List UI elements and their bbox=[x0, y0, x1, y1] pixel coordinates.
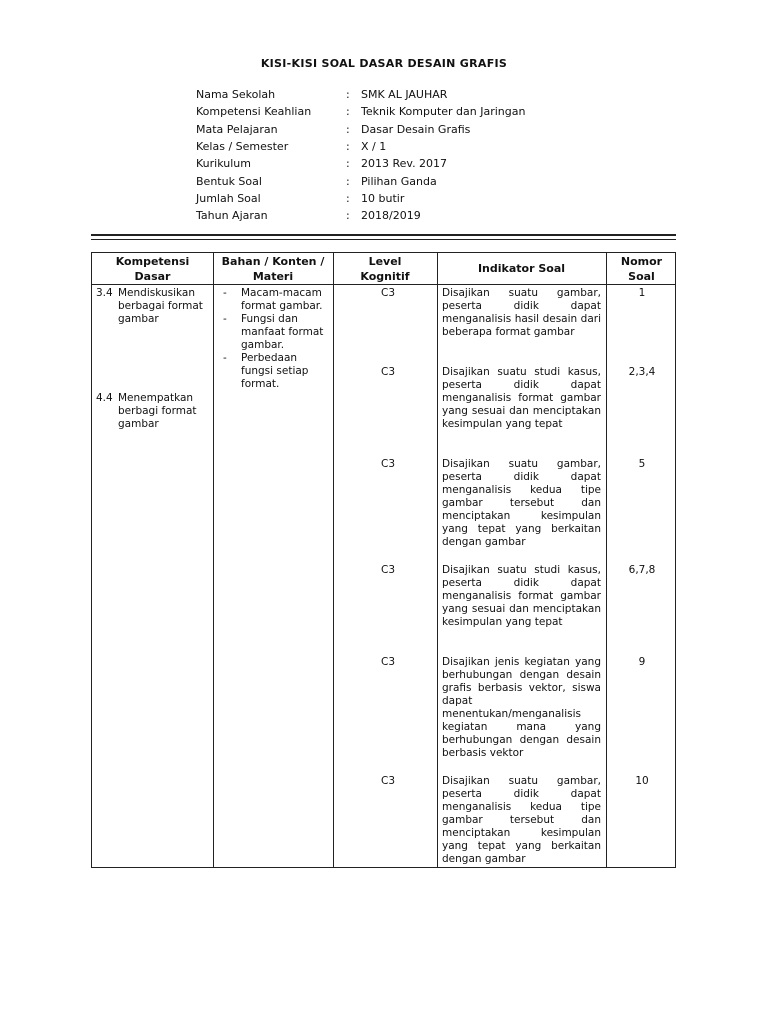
info-label: Bentuk Soal bbox=[196, 174, 262, 188]
header-kompetensi-dasar: Kompetensi Dasar bbox=[115, 254, 190, 283]
indikator-soal: Disajikan suatu studi kasus, peserta didik dapat menganalisis format gambar yang sesuai dan menciptakan kesimpulan yang tepat bbox=[442, 366, 601, 430]
bahan-item: - Perbedaan fungsi setiap format. bbox=[218, 352, 328, 391]
nomor-soal: 5 bbox=[638, 458, 646, 470]
kompetensi-item bbox=[96, 287, 214, 326]
bahan-list bbox=[218, 287, 328, 391]
nomor-soal: 9 bbox=[638, 656, 646, 668]
info-colon: : bbox=[346, 174, 350, 188]
level-kognitif: C3 bbox=[380, 366, 395, 378]
info-value: X / 1 bbox=[361, 140, 387, 154]
document-title: KISI-KISI SOAL DASAR DESAIN GRAFIS bbox=[260, 57, 508, 70]
info-block bbox=[196, 86, 525, 224]
info-label: Kompetensi Keahlian bbox=[196, 105, 312, 119]
info-row-kurikulum bbox=[196, 155, 525, 172]
info-value: SMK AL JAUHAR bbox=[361, 88, 448, 102]
level-kognitif: C3 bbox=[380, 458, 395, 470]
nomor-soal: 6,7,8 bbox=[628, 564, 656, 576]
info-value: 2013 Rev. 2017 bbox=[361, 157, 448, 171]
info-row-tahun bbox=[196, 207, 525, 224]
kompetensi-text: Menempatkan berbagi format gambar bbox=[118, 392, 197, 430]
info-row-bentuk bbox=[196, 172, 525, 189]
nomor-soal: 2,3,4 bbox=[628, 366, 656, 378]
level-kognitif: C3 bbox=[380, 775, 395, 787]
info-label: Jumlah Soal bbox=[196, 191, 261, 205]
nomor-soal: 1 bbox=[638, 287, 646, 299]
header-indikator-soal: Indikator Soal bbox=[477, 262, 566, 275]
kompetensi-text: Mendiskusikan berbagai format gambar bbox=[118, 287, 203, 325]
info-value: Pilihan Ganda bbox=[361, 174, 437, 188]
info-colon: : bbox=[346, 88, 350, 102]
info-label: Mata Pelajaran bbox=[196, 122, 278, 136]
header-level-kognitif: Level Kognitif bbox=[360, 254, 410, 283]
info-value: Dasar Desain Grafis bbox=[361, 122, 471, 136]
indikator-soal: Disajikan suatu studi kasus, peserta didik dapat menganalisis format gambar yang sesuai dan menciptakan kesimpulan yang tepat bbox=[442, 564, 601, 628]
info-row-mapel bbox=[196, 121, 525, 138]
header-divider bbox=[92, 284, 675, 285]
bahan-item: - Macam-macam format gambar. bbox=[218, 287, 328, 313]
kisi-kisi-table bbox=[91, 252, 676, 868]
column-divider bbox=[213, 253, 214, 867]
indikator-soal: Disajikan jenis kegiatan yang berhubungan dengan desain grafis berbasis vektor, siswa dapat menentukan/menganalisis kegiatan mana yang berhubungan dengan desain berbasis vektor bbox=[442, 656, 601, 759]
info-row-sekolah bbox=[196, 86, 525, 103]
info-label: Kurikulum bbox=[196, 157, 251, 171]
divider-thin bbox=[91, 239, 676, 240]
indikator-soal: Disajikan suatu gambar, peserta didik dapat menganalisis hasil desain dari beberapa format gambar bbox=[442, 287, 601, 338]
info-value: 2018/2019 bbox=[361, 209, 421, 223]
info-colon: : bbox=[346, 157, 350, 171]
info-row-kelas bbox=[196, 138, 525, 155]
info-colon: : bbox=[346, 191, 350, 205]
level-kognitif: C3 bbox=[380, 287, 395, 299]
nomor-soal: 10 bbox=[635, 775, 649, 787]
kompetensi-number: 4.4 bbox=[96, 392, 113, 404]
info-colon: : bbox=[346, 209, 350, 223]
info-row-keahlian bbox=[196, 103, 525, 120]
info-row-jumlah bbox=[196, 190, 525, 207]
level-kognitif: C3 bbox=[380, 564, 395, 576]
indikator-soal: Disajikan suatu gambar, peserta didik dapat menganalisis kedua tipe gambar tersebut dan menciptakan kesimpulan yang tepat yang berkaitan dengan gambar bbox=[442, 775, 601, 865]
info-colon: : bbox=[346, 105, 350, 119]
info-colon: : bbox=[346, 122, 350, 136]
info-label: Tahun Ajaran bbox=[196, 209, 268, 223]
bahan-item: - Fungsi dan manfaat format gambar. bbox=[218, 313, 328, 352]
info-label: Kelas / Semester bbox=[196, 140, 289, 154]
level-kognitif: C3 bbox=[380, 656, 395, 668]
indikator-soal: Disajikan suatu gambar, peserta didik dapat menganalisis kedua tipe gambar tersebut dan menciptakan kesimpulan yang tepat yang berkaitan dengan gambar bbox=[442, 458, 601, 548]
header-nomor-soal: Nomor Soal bbox=[620, 254, 663, 283]
kompetensi-number: 3.4 bbox=[96, 287, 113, 299]
column-divider bbox=[333, 253, 334, 867]
info-value: 10 butir bbox=[361, 191, 405, 205]
info-value: Teknik Komputer dan Jaringan bbox=[361, 105, 526, 119]
kompetensi-item bbox=[96, 392, 214, 431]
divider-thick bbox=[91, 234, 676, 236]
header-bahan-materi: Bahan / Konten / Materi bbox=[221, 254, 325, 283]
info-label: Nama Sekolah bbox=[196, 88, 276, 102]
info-colon: : bbox=[346, 140, 350, 154]
